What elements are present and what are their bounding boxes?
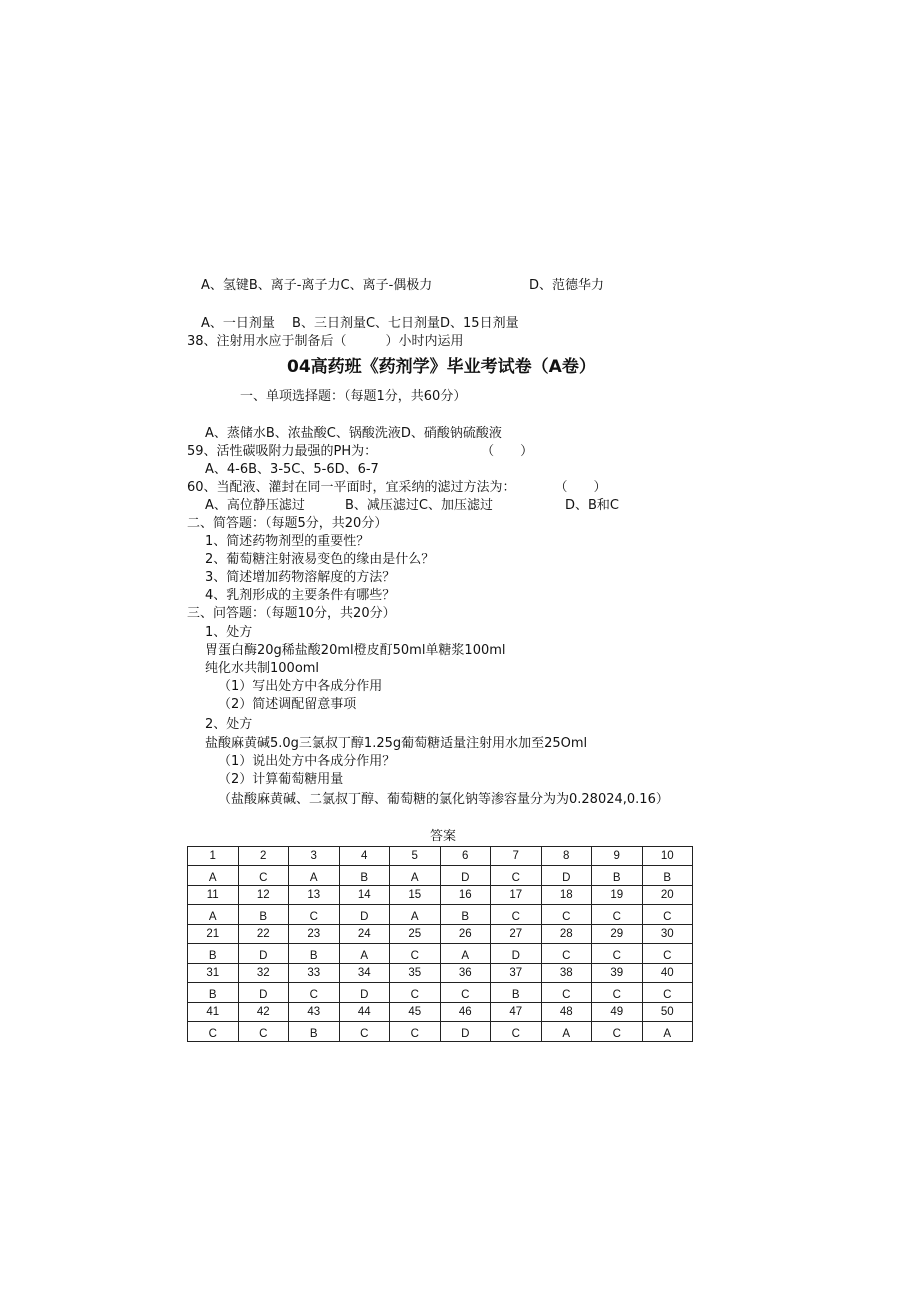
answer-number-row <box>188 925 693 944</box>
question-number-cell: 33 <box>289 964 340 983</box>
question-number-cell: 2 <box>238 847 289 866</box>
answer-letter-cell: B <box>188 944 239 964</box>
question-number-cell: 41 <box>188 1003 239 1022</box>
question-number-cell: 44 <box>339 1003 390 1022</box>
answer-letter-cell: B <box>592 866 643 886</box>
question-number-cell: 8 <box>541 847 592 866</box>
answer-letter-cell: B <box>440 905 491 925</box>
answer-letter-cell: C <box>491 866 542 886</box>
answer-letter-cell: C <box>541 944 592 964</box>
answer-number-row <box>188 847 693 866</box>
option-60-d: D、B和C <box>565 498 620 513</box>
question-number-cell: 5 <box>390 847 441 866</box>
question-number-cell: 22 <box>238 925 289 944</box>
short-question-3: 3、简述增加药物溶解度的方法？ <box>205 570 396 585</box>
question-number-cell: 1 <box>188 847 239 866</box>
question-number-cell: 18 <box>541 886 592 905</box>
question-59: 59、活性碳吸附力最强的PH为： （ ） <box>187 444 534 459</box>
question-number-cell: 13 <box>289 886 340 905</box>
answer-letter-cell: C <box>642 905 693 925</box>
answer-letter-cell: C <box>592 1022 643 1042</box>
answer-number-row <box>188 964 693 983</box>
answer-letter-cell: A <box>390 905 441 925</box>
question-number-cell: 50 <box>642 1003 693 1022</box>
answer-letter-cell: C <box>541 905 592 925</box>
answer-letter-cell: C <box>491 1022 542 1042</box>
answers-title: 答案 <box>430 829 457 844</box>
question-number-cell: 40 <box>642 964 693 983</box>
question-number-cell: 38 <box>541 964 592 983</box>
question-number-cell: 23 <box>289 925 340 944</box>
question-number-cell: 15 <box>390 886 441 905</box>
answer-letter-cell: B <box>188 983 239 1003</box>
question-number-cell: 10 <box>642 847 693 866</box>
answer-letter-cell: A <box>339 944 390 964</box>
short-question-2: 2、葡萄糖注射液易变色的缘由是什么？ <box>205 552 435 567</box>
answer-letter-cell: C <box>238 866 289 886</box>
question-number-cell: 39 <box>592 964 643 983</box>
answer-letter-cell: C <box>491 905 542 925</box>
answer-letter-row <box>188 1022 693 1042</box>
answer-letter-row <box>188 905 693 925</box>
question-number-cell: 35 <box>390 964 441 983</box>
question-number-cell: 29 <box>592 925 643 944</box>
answer-letter-row <box>188 983 693 1003</box>
answer-letter-cell: C <box>642 983 693 1003</box>
prescription-1-total: 纯化水共制100oml <box>205 661 320 676</box>
answer-letter-cell: D <box>440 1022 491 1042</box>
answer-letter-cell: C <box>390 1022 441 1042</box>
question-number-cell: 30 <box>642 925 693 944</box>
answer-letter-cell: C <box>289 983 340 1003</box>
option-line-bonding-d: D、范德华力 <box>529 278 605 293</box>
answer-letter-cell: D <box>339 905 390 925</box>
question-number-cell: 46 <box>440 1003 491 1022</box>
answer-letter-cell: C <box>592 944 643 964</box>
question-number-cell: 45 <box>390 1003 441 1022</box>
question-number-cell: 42 <box>238 1003 289 1022</box>
answer-letter-cell: B <box>289 944 340 964</box>
option-line-ph: A、4-6B、3-5C、5-6D、6-7 <box>205 462 379 477</box>
answer-letter-cell: A <box>541 1022 592 1042</box>
answer-letter-cell: D <box>339 983 390 1003</box>
question-number-cell: 34 <box>339 964 390 983</box>
short-question-4: 4、乳剂形成的主要条件有哪些？ <box>205 588 396 603</box>
option-60-a: A、高位静压滤过 <box>205 498 305 513</box>
answer-letter-cell: B <box>339 866 390 886</box>
answer-letter-cell: C <box>642 944 693 964</box>
question-number-cell: 3 <box>289 847 340 866</box>
prescription-1-heading: 1、处方 <box>205 625 253 640</box>
exam-title: 04高药班《药剂学》毕业考试卷（A卷） <box>287 357 596 377</box>
question-number-cell: 17 <box>491 886 542 905</box>
answer-letter-cell: C <box>339 1022 390 1042</box>
question-number-cell: 20 <box>642 886 693 905</box>
question-number-cell: 14 <box>339 886 390 905</box>
question-number-cell: 4 <box>339 847 390 866</box>
answer-letter-cell: C <box>592 905 643 925</box>
answer-letter-cell: C <box>188 1022 239 1042</box>
answer-letter-cell: A <box>188 866 239 886</box>
prescription-2-q1: （1）说出处方中各成分作用？ <box>218 754 396 769</box>
prescription-2-q2: （2）计算葡萄糖用量 <box>218 772 344 787</box>
question-number-cell: 26 <box>440 925 491 944</box>
question-38: 38、注射用水应于制备后（ ）小时内运用 <box>187 334 464 349</box>
prescription-2-heading: 2、处方 <box>205 717 253 732</box>
prescription-1-q2: （2）简述调配留意事项 <box>218 697 357 712</box>
answer-letter-cell: C <box>592 983 643 1003</box>
answer-letter-cell: D <box>491 944 542 964</box>
answer-letter-cell: C <box>390 944 441 964</box>
answer-letter-cell: B <box>238 905 289 925</box>
answer-letter-cell: A <box>390 866 441 886</box>
prescription-1-ingredients: 胃蛋白酶20g稀盐酸20ml橙皮酊50ml单糖浆100ml <box>205 643 506 658</box>
question-number-cell: 36 <box>440 964 491 983</box>
option-line-water: A、蒸储水B、浓盐酸C、锅酸洗液D、硝酸钠硫酸液 <box>205 426 502 441</box>
question-number-cell: 9 <box>592 847 643 866</box>
question-60: 60、当配液、灌封在同一平面时，宜采纳的滤过方法为： （ ） <box>187 480 607 495</box>
section-3-heading: 三、问答题：（每题10分，共20分） <box>187 606 396 621</box>
option-line-dosage: A、一日剂量 B、三日剂量C、七日剂量D、15日剂量 <box>201 316 519 331</box>
answer-letter-cell: D <box>238 983 289 1003</box>
answer-table <box>187 846 693 1042</box>
answer-letter-cell: D <box>238 944 289 964</box>
answer-letter-cell: C <box>440 983 491 1003</box>
prescription-1-q1: （1）写出处方中各成分作用 <box>218 679 383 694</box>
answer-letter-cell: A <box>289 866 340 886</box>
question-number-cell: 37 <box>491 964 542 983</box>
answer-letter-cell: C <box>238 1022 289 1042</box>
answer-letter-cell: B <box>289 1022 340 1042</box>
question-number-cell: 47 <box>491 1003 542 1022</box>
answer-letter-cell: D <box>440 866 491 886</box>
question-number-cell: 25 <box>390 925 441 944</box>
question-number-cell: 32 <box>238 964 289 983</box>
question-number-cell: 27 <box>491 925 542 944</box>
answer-letter-cell: D <box>541 866 592 886</box>
answer-letter-row <box>188 866 693 886</box>
question-number-cell: 28 <box>541 925 592 944</box>
answer-letter-cell: C <box>390 983 441 1003</box>
option-60-bc: B、减压滤过C、加压滤过 <box>345 498 493 513</box>
question-number-cell: 48 <box>541 1003 592 1022</box>
answer-letter-cell: C <box>289 905 340 925</box>
prescription-2-note: （盐酸麻黄碱、二氯叔丁醇、葡萄糖的氯化钠等渗容量分为为0.28024,0.16） <box>218 792 669 807</box>
answer-letter-cell: C <box>541 983 592 1003</box>
answer-letter-cell: B <box>491 983 542 1003</box>
question-number-cell: 12 <box>238 886 289 905</box>
question-number-cell: 43 <box>289 1003 340 1022</box>
answer-letter-row <box>188 944 693 964</box>
question-number-cell: 19 <box>592 886 643 905</box>
question-number-cell: 21 <box>188 925 239 944</box>
question-number-cell: 11 <box>188 886 239 905</box>
question-number-cell: 16 <box>440 886 491 905</box>
answer-letter-cell: A <box>440 944 491 964</box>
answer-letter-cell: A <box>188 905 239 925</box>
question-number-cell: 24 <box>339 925 390 944</box>
short-question-1: 1、简述药物剂型的重要性？ <box>205 534 370 549</box>
option-line-bonding: A、氢键B、离子-离子力C、离子-偶极力 <box>201 278 433 293</box>
answer-letter-cell: A <box>642 1022 693 1042</box>
section-1-heading: 一、单项选择题：（每题1分，共60分） <box>240 389 467 404</box>
question-number-cell: 49 <box>592 1003 643 1022</box>
question-number-cell: 6 <box>440 847 491 866</box>
answer-number-row <box>188 886 693 905</box>
answer-letter-cell: B <box>642 866 693 886</box>
question-number-cell: 7 <box>491 847 542 866</box>
answer-number-row <box>188 1003 693 1022</box>
section-2-heading: 二、简答题：（每题5分，共20分） <box>187 516 388 531</box>
question-number-cell: 31 <box>188 964 239 983</box>
prescription-2-ingredients: 盐酸麻黄碱5.0g三氯叔丁醇1.25g葡萄糖适量注射用水加至25Oml <box>205 736 588 751</box>
